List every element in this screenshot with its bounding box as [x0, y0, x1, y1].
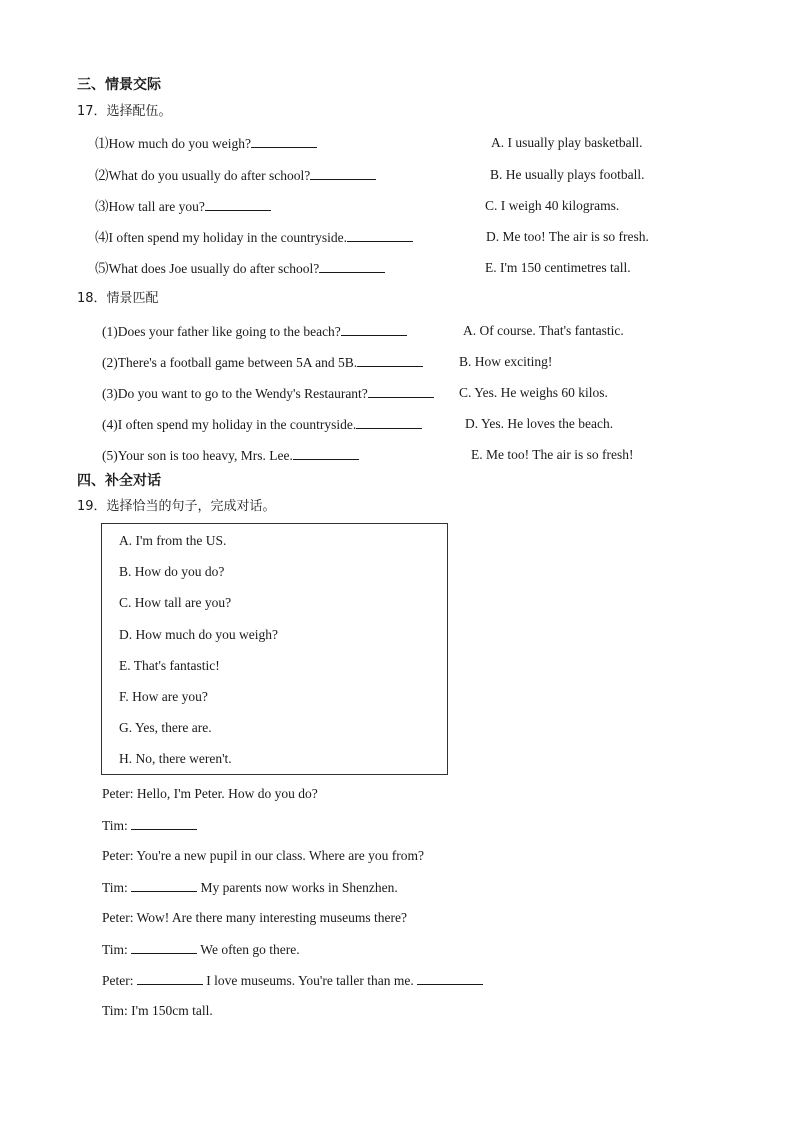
q18-item-4	[102, 416, 422, 433]
q17-item-3	[95, 198, 271, 215]
item-number: ⑸	[95, 261, 109, 276]
item-text: How much do you weigh?	[108, 136, 251, 151]
choice-d: D. How much do you weigh?	[119, 627, 278, 642]
q17-option-e: E. I'm 150 centimetres tall.	[485, 260, 631, 275]
speaker-label: Peter:	[102, 973, 137, 988]
answer-blank[interactable]	[310, 167, 376, 180]
choice-b: B. How do you do?	[119, 564, 225, 579]
speaker-label: Tim:	[102, 880, 132, 895]
item-number: ⑴	[95, 136, 109, 151]
q17-item-1	[95, 135, 317, 152]
answer-blank[interactable]	[137, 972, 203, 985]
item-text: How tall are you?	[108, 199, 205, 214]
answer-blank[interactable]	[357, 354, 423, 367]
q18-item-5	[102, 447, 359, 464]
speaker-label: Tim:	[102, 942, 132, 957]
choice-g: G. Yes, there are.	[119, 720, 212, 735]
answer-blank[interactable]	[368, 385, 434, 398]
q17-option-a: A. I usually play basketball.	[491, 135, 643, 150]
answer-blank[interactable]	[319, 260, 385, 273]
item-text: I often spend my holiday in the countryside.	[117, 417, 357, 432]
item-text: What do you usually do after school?	[108, 168, 311, 183]
q18-option-d: D. Yes. He loves the beach.	[465, 416, 614, 431]
q17-item-2	[95, 167, 376, 184]
answer-blank[interactable]	[131, 879, 197, 892]
dialogue-line-1: Peter: Hello, I'm Peter. How do you do?	[102, 786, 318, 801]
choice-c: C. How tall are you?	[119, 595, 232, 610]
item-text: There's a football game between 5A and 5B.	[117, 355, 358, 370]
q18-option-b: B. How exciting!	[459, 354, 553, 369]
choice-h: H. No, there weren't.	[119, 751, 232, 766]
q18-option-c: C. Yes. He weighs 60 kilos.	[459, 385, 608, 400]
answer-blank[interactable]	[341, 323, 407, 336]
q18-item-2	[102, 354, 423, 371]
question-18-title: 18．情景匹配	[77, 291, 159, 306]
dialogue-line-5: Peter: Wow! Are there many interesting museums there?	[102, 910, 407, 925]
dialogue-line-7	[102, 972, 483, 989]
dialogue-text: I love museums. You're taller than me.	[202, 973, 418, 988]
q17-option-b: B. He usually plays football.	[490, 167, 645, 182]
question-19-title: 19．选择恰当的句子，完成对话。	[77, 499, 276, 514]
answer-blank[interactable]	[417, 972, 483, 985]
item-number: (5)	[102, 448, 118, 463]
dialogue-line-2	[102, 817, 197, 834]
dialogue-line-3: Peter: You're a new pupil in our class. Where are you from?	[102, 848, 424, 863]
item-number: ⑶	[95, 199, 109, 214]
item-text: Do you want to go to the Wendy's Restaurant?	[117, 386, 368, 401]
item-number: ⑷	[95, 230, 109, 245]
dialogue-line-8: Tim: I'm 150cm tall.	[102, 1003, 213, 1018]
item-text: I often spend my holiday in the countryside.	[108, 230, 347, 245]
item-number: (3)	[102, 386, 118, 401]
answer-blank[interactable]	[205, 198, 271, 211]
speaker-label: Tim:	[102, 818, 132, 833]
q17-item-5	[95, 260, 385, 277]
section-3-heading: 三、情景交际	[77, 77, 161, 93]
choice-a: A. I'm from the US.	[119, 533, 227, 548]
question-17-title: 17．选择配伍。	[77, 104, 172, 119]
item-number: (4)	[102, 417, 118, 432]
item-text: Your son is too heavy, Mrs. Lee.	[117, 448, 293, 463]
q17-item-4	[95, 229, 413, 246]
answer-blank[interactable]	[356, 416, 422, 429]
q18-option-a: A. Of course. That's fantastic.	[463, 323, 624, 338]
q17-option-c: C. I weigh 40 kilograms.	[485, 198, 620, 213]
answer-blank[interactable]	[131, 941, 197, 954]
choices-box	[101, 523, 448, 775]
q18-item-3	[102, 385, 434, 402]
q18-option-e: E. Me too! The air is so fresh!	[471, 447, 634, 462]
item-number: (2)	[102, 355, 118, 370]
choice-f: F. How are you?	[119, 689, 208, 704]
dialogue-line-6	[102, 941, 300, 958]
dialogue-text: My parents now works in Shenzhen.	[197, 880, 398, 895]
item-text: What does Joe usually do after school?	[108, 261, 320, 276]
answer-blank[interactable]	[131, 817, 197, 830]
item-text: Does your father like going to the beach?	[117, 324, 341, 339]
item-number: ⑵	[95, 168, 109, 183]
dialogue-text: We often go there.	[197, 942, 300, 957]
item-number: (1)	[102, 324, 118, 339]
dialogue-line-4	[102, 879, 398, 896]
choice-e: E. That's fantastic!	[119, 658, 220, 673]
answer-blank[interactable]	[251, 135, 317, 148]
q17-option-d: D. Me too! The air is so fresh.	[486, 229, 649, 244]
answer-blank[interactable]	[293, 447, 359, 460]
q18-item-1	[102, 323, 407, 340]
section-4-heading: 四、补全对话	[77, 473, 161, 489]
answer-blank[interactable]	[347, 229, 413, 242]
